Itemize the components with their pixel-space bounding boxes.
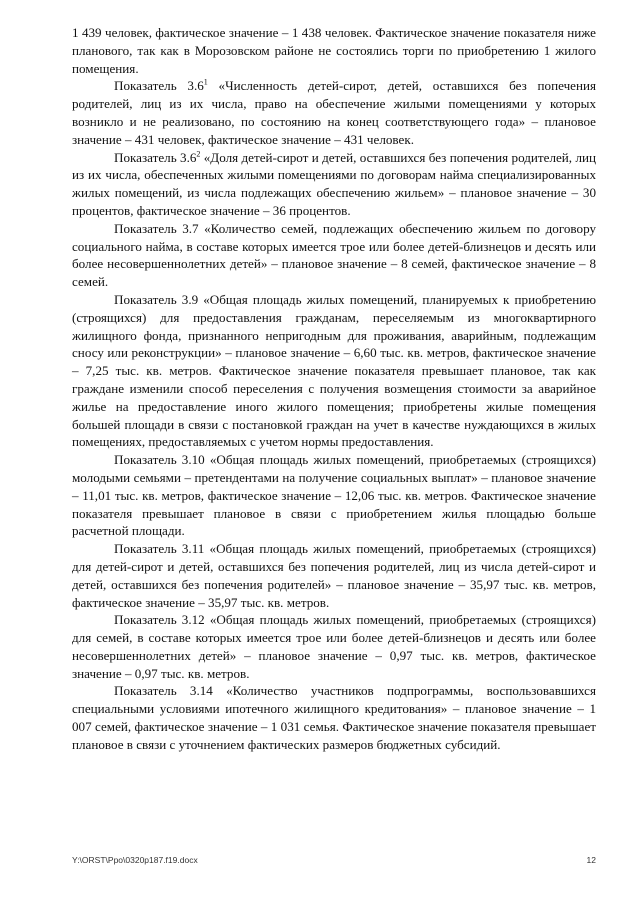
footer-file-path: Y:\ORST\Ppo\0320p187.f19.docx bbox=[72, 855, 198, 865]
paragraph-text: Показатель 3.11 «Общая площадь жилых помещений, приобретаемых (строящихся) для детей-сирот и детей, оставшихся без попечения родителей, лиц из числа детей-сирот и детей, оставшихся без попечения родителей» – плановое значение – 35,97 тыс. кв. метров, фактическое значение – 35,97 тыс. кв. метров. bbox=[72, 541, 596, 610]
paragraph-continuation bbox=[72, 24, 596, 77]
page-number: 12 bbox=[586, 855, 596, 865]
paragraph-lead: Показатель 3.6 bbox=[114, 78, 204, 94]
paragraph-lead: Показатель 3.6 bbox=[114, 149, 197, 165]
paragraph-indicator-3-9 bbox=[72, 291, 596, 451]
paragraph-text: «Доля детей-сирот и детей, оставшихся без попечения родителей, лиц из их числа, обеспеченных жилыми помещениями по договорам найма специализированных жилых помещений, из числа подлежащих обеспечению жильем» – плановое значение – 30 процентов, фактическое значение – 36 процентов. bbox=[72, 149, 596, 218]
paragraph-text: 1 439 человек, фактическое значение – 1 438 человек. Фактическое значение показателя ниже планового, так как в Морозовском районе не состоялись торги по приобретению 1 жилого помещения. bbox=[72, 25, 596, 76]
paragraph-indicator-3-12 bbox=[72, 611, 596, 682]
document-body bbox=[72, 24, 596, 754]
paragraph-text: «Численность детей-сирот, детей, оставшихся без попечения родителей, лиц из их числа, право на обеспечение жилыми помещениями у которых возникло и не реализовано, по состоянию на конец соответствующего года» – плановое значение – 431 человек, фактическое значение – 431 человек. bbox=[72, 78, 597, 147]
paragraph-text: Показатель 3.10 «Общая площадь жилых помещений, приобретаемых (строящихся) молодыми семьями – претендентами на получение социальных выплат» – плановое значение – 11,01 тыс. кв. метров, фактическое значение – 12,06 тыс. кв. метров. Фактическое значение показателя превышает плановое в связи с приобретением жилья площадью больше расчетной площади. bbox=[72, 452, 596, 539]
paragraph-text: Показатель 3.9 «Общая площадь жилых помещений, планируемых к приобретению (строящихся) для предоставления гражданам, переселяемым из многоквартирного жилищного фонда, признанного непригодным для проживания, аварийным, подлежащим сносу или реконструкции» – плановое значение – 6,60 тыс. кв. метров, фактическое значение – 7,25 тыс. кв. метров. Фактическое значение показателя превышает плановое, так как граждане изменили способ переселения с получения возмещения стоимости за аварийное жилье на предоставление иного жилого помещения; приобретены жилые помещения большей площади в связи с постановкой граждан на учет в качестве нуждающихся в жилых помещениях, предоставляемых с учетом нормы предоставления. bbox=[72, 291, 596, 450]
superscript-index: 1 bbox=[203, 78, 208, 88]
paragraph-text: Показатель 3.12 «Общая площадь жилых помещений, приобретаемых (строящихся) для семей, в составе которых имеется трое или более детей-близнецов и десять или более несовершеннолетних детей» – плановое значение – 0,97 тыс. кв. метров, фактическое значение – 0,97 тыс. кв. метров. bbox=[72, 612, 596, 681]
paragraph-indicator-3-6-1 bbox=[72, 77, 596, 148]
page-footer bbox=[72, 855, 596, 869]
paragraph-indicator-3-14 bbox=[72, 682, 596, 753]
paragraph-indicator-3-6-2 bbox=[72, 149, 596, 220]
paragraph-text: Показатель 3.14 «Количество участников подпрограммы, воспользовавшихся специальными условиями ипотечного жилищного кредитования» – плановое значение – 1 007 семей, фактическое значение – 1 031 семья. Фактическое значение показателя превышает плановое в связи с уточнением фактических размеров бюджетных субсидий. bbox=[72, 683, 596, 752]
paragraph-indicator-3-10 bbox=[72, 451, 596, 540]
paragraph-text: Показатель 3.7 «Количество семей, подлежащих обеспечению жильем по договору социального найма, в составе которых имеется трое или более детей-близнецов и десять или более несовершеннолетних детей» – плановое значение – 8 семей, фактическое значение – 8 семей. bbox=[72, 220, 596, 290]
superscript-index: 2 bbox=[196, 149, 201, 159]
paragraph-indicator-3-11 bbox=[72, 540, 596, 611]
paragraph-indicator-3-7 bbox=[72, 220, 596, 291]
